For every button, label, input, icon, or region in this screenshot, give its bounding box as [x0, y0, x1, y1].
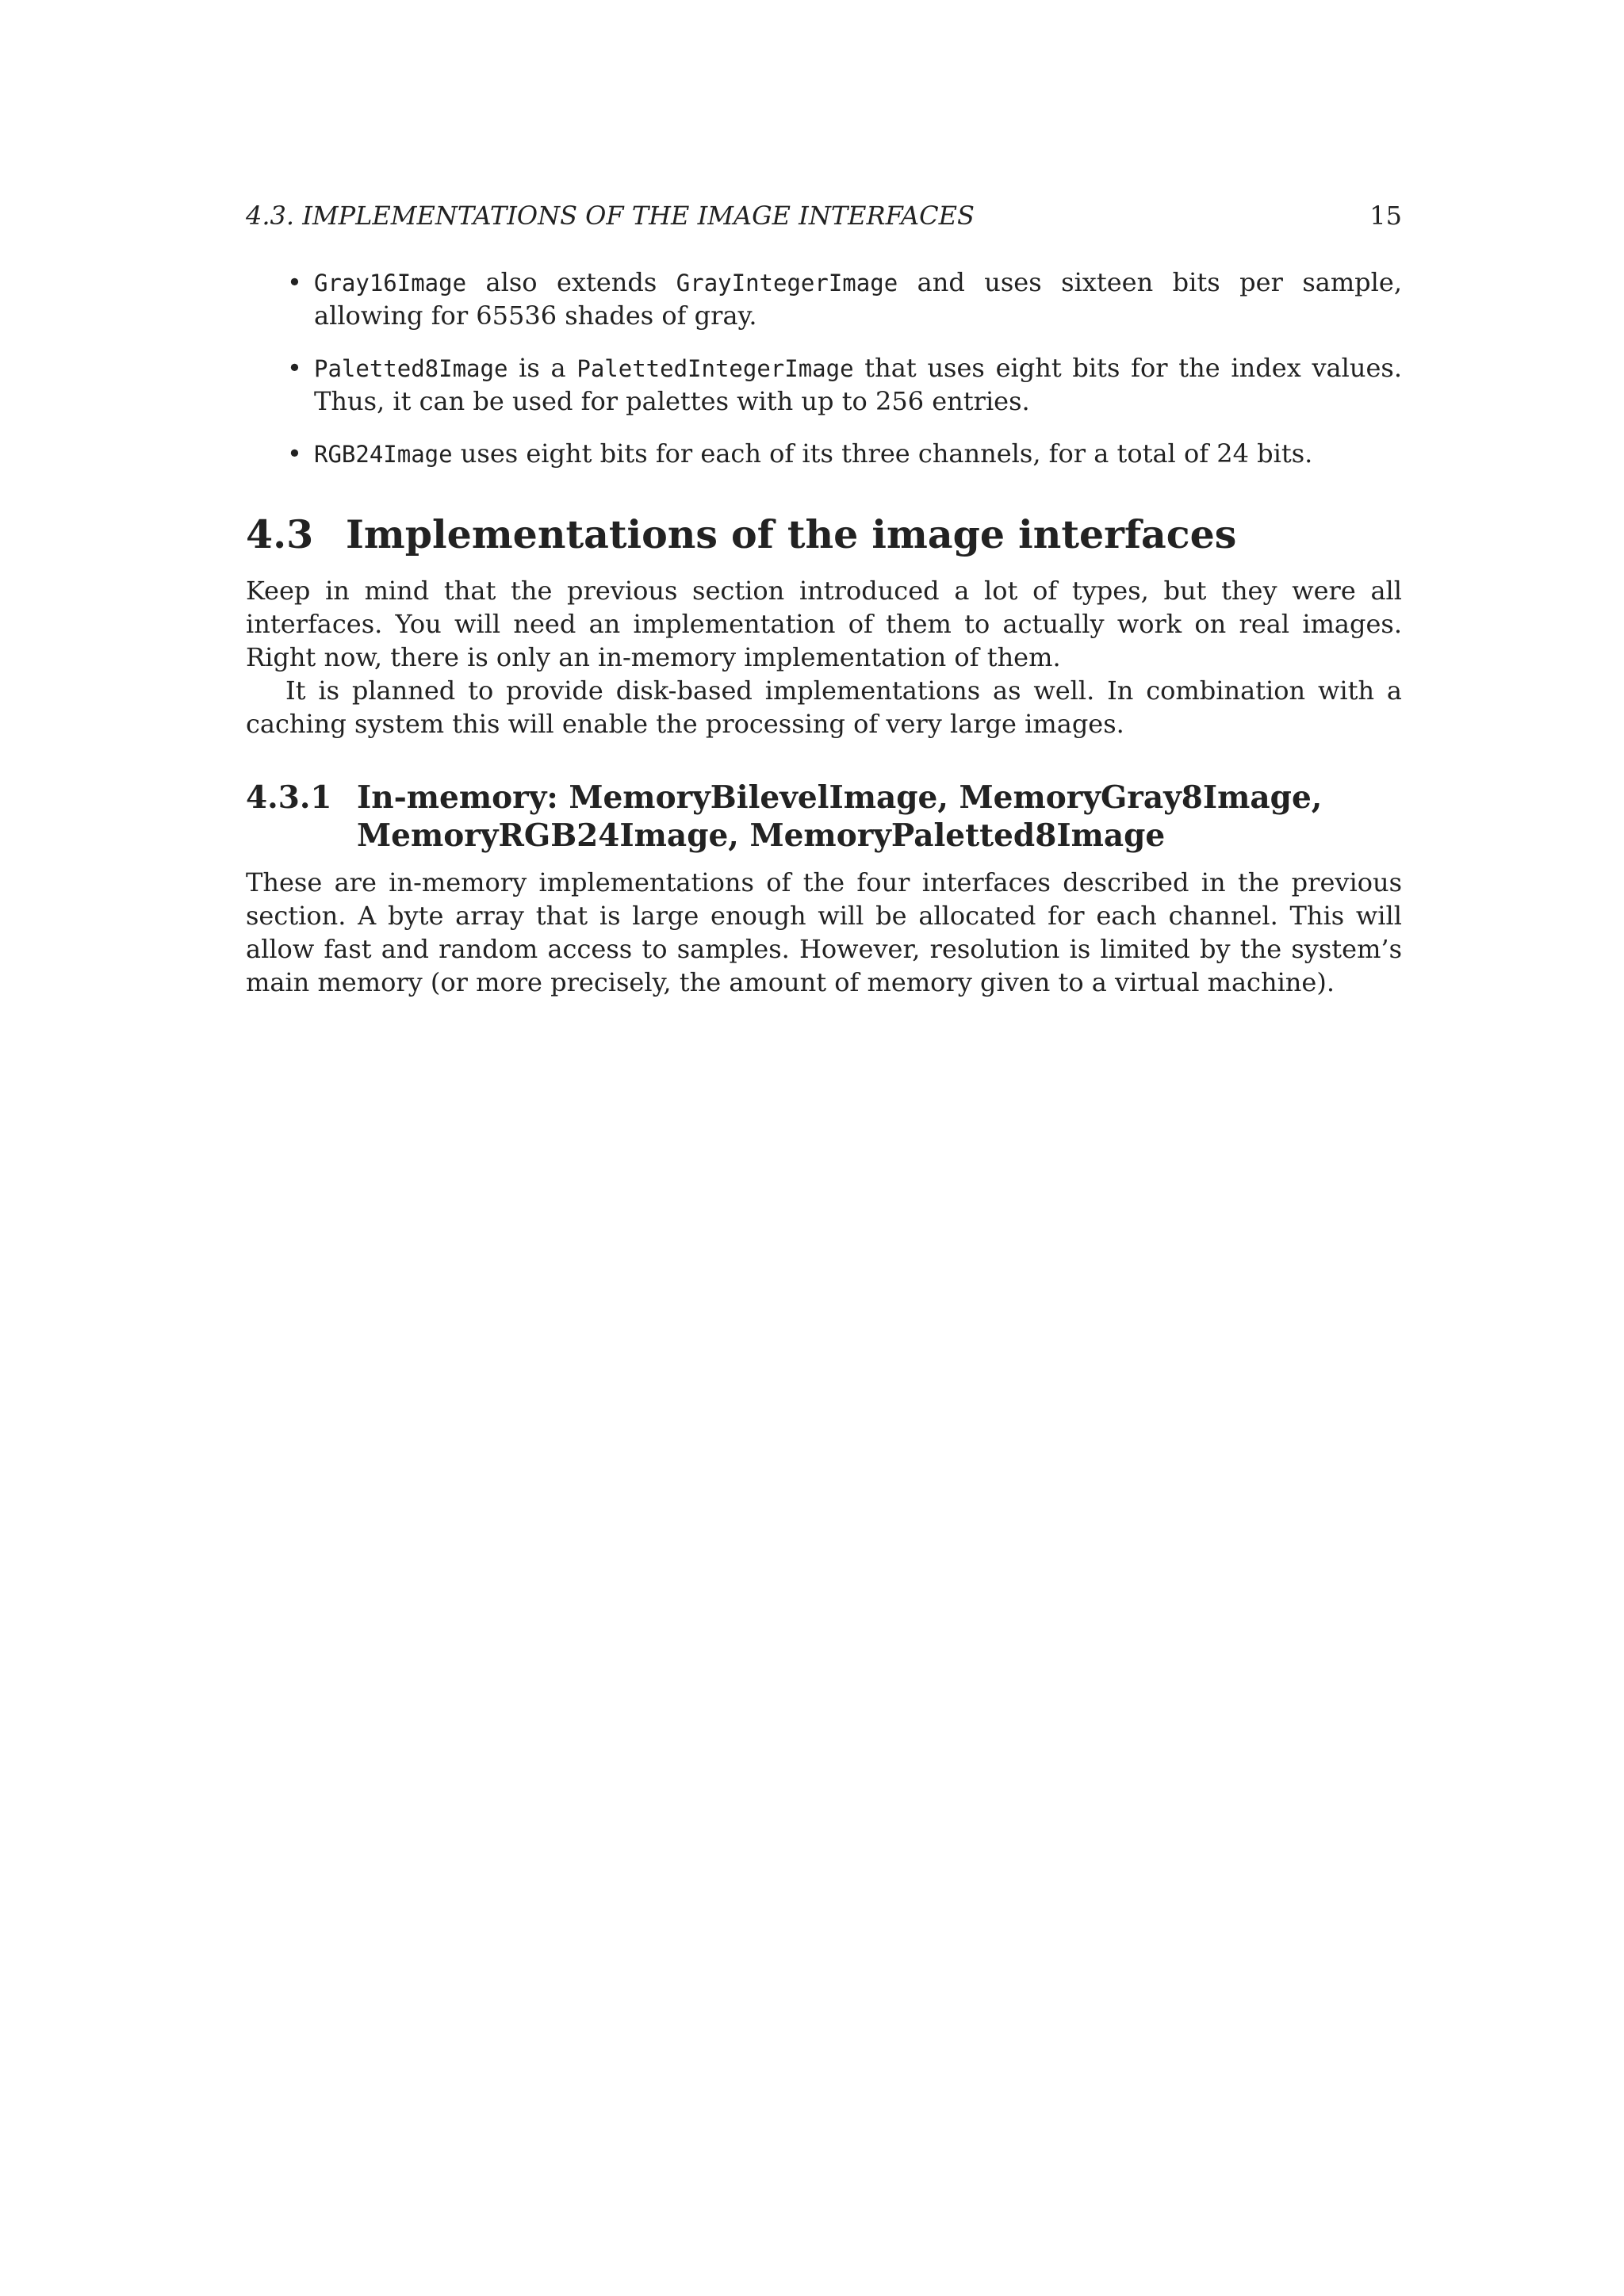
list-text: also extends	[466, 267, 676, 297]
page-number: 15	[1369, 201, 1402, 231]
section-title: Implementations of the image interfaces	[346, 511, 1237, 557]
code-term: RGB24Image	[314, 441, 453, 468]
list-text: that uses eight bits for the index values. Thus, it can be used for palettes with up to 256 entries.	[314, 353, 1403, 416]
subsection-paragraph: These are in-memory implementations of the four interfaces described in the previous section. A byte array that is large enough will be allocated for each channel. This will allow fast and random access to samples. However, resolution is limited by the system’s main memory (or more precisely, the amount of memory given to a virtual machine).	[246, 867, 1402, 997]
bullet-icon: •	[287, 438, 302, 469]
list-item	[246, 352, 1402, 418]
section-paragraph: It is planned to provide disk-based implementations as well. In combination with a caching system this will enable the processing of very large images.	[246, 675, 1402, 739]
code-term: Gray16Image	[314, 270, 467, 297]
code-term: Paletted8Image	[314, 355, 508, 382]
list-text: and uses sixteen bits per sample, allowing for 65536 shades of gray.	[314, 267, 1403, 331]
section-heading	[246, 511, 1402, 558]
list-item	[246, 438, 1402, 471]
subsection-heading	[246, 779, 1402, 855]
code-term: PalettedIntegerImage	[576, 355, 854, 382]
running-header	[246, 198, 1402, 233]
list-text: is a	[508, 353, 577, 383]
list-text: uses eight bits for each of its three channels, for a total of 24 bits.	[452, 438, 1313, 469]
bullet-icon: •	[287, 353, 302, 383]
header-title: 4.3. IMPLEMENTATIONS OF THE IMAGE INTERFACES	[246, 201, 975, 231]
list-item	[246, 266, 1402, 332]
section-paragraph: Keep in mind that the previous section introduced a lot of types, but they were all interfaces. You will need an implementation of them to actually work on real images. Right now, there is only an in-memory implementation of them.	[246, 576, 1402, 672]
subsection-title: In-memory: MemoryBilevelImage, MemoryGray8Image, MemoryRGB24Image, MemoryPaletted8Image	[357, 779, 1323, 854]
code-term: GrayIntegerImage	[676, 270, 898, 297]
bullet-icon: •	[287, 267, 302, 297]
bullet-list	[246, 266, 1402, 471]
subsection-number: 4.3.1	[246, 779, 332, 816]
section-number: 4.3	[246, 511, 314, 557]
document-page	[246, 198, 1402, 999]
